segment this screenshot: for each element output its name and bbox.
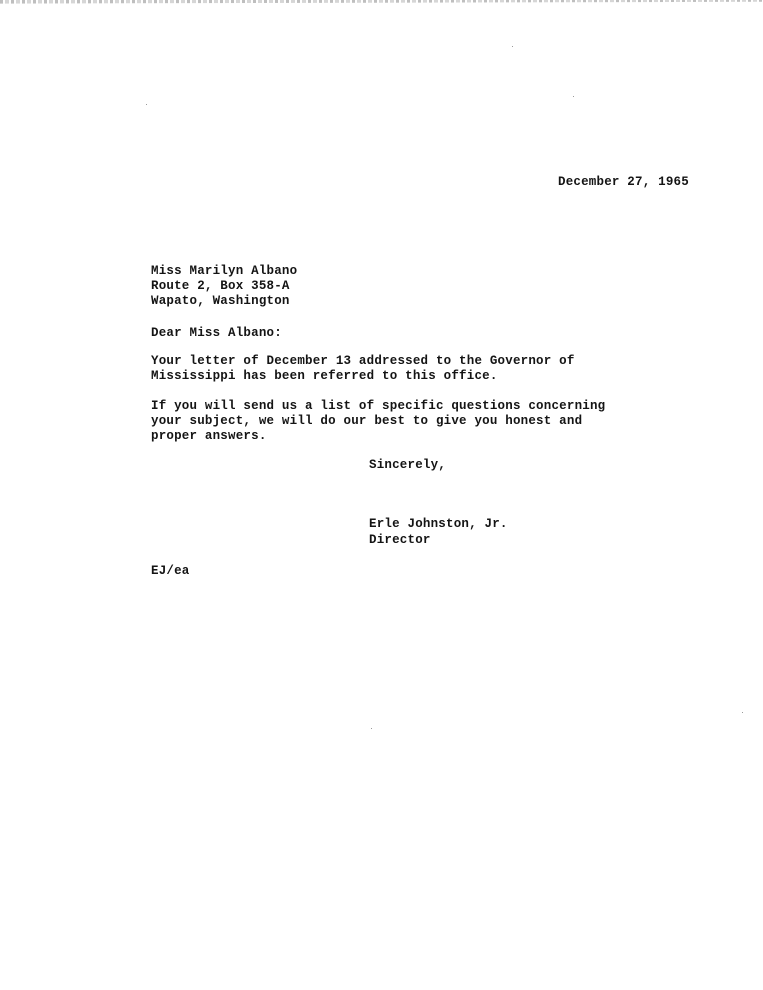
paragraph-2-line-1: If you will send us a list of specific questions concerning xyxy=(151,399,606,413)
scan-speck xyxy=(146,104,147,105)
reference-initials: EJ/ea xyxy=(151,564,190,578)
recipient-street: Route 2, Box 358-A xyxy=(151,279,290,293)
paragraph-2-line-2: your subject, we will do our best to give you honest and xyxy=(151,414,583,428)
scan-speck xyxy=(371,728,372,729)
signer-title: Director xyxy=(369,533,431,547)
scan-speck xyxy=(742,712,743,713)
letter-date: December 27, 1965 xyxy=(558,175,689,189)
scan-speck xyxy=(573,96,574,97)
paragraph-1-line-2: Mississippi has been referred to this office. xyxy=(151,369,498,383)
recipient-name: Miss Marilyn Albano xyxy=(151,264,298,278)
scan-speck xyxy=(512,46,513,47)
scan-top-edge xyxy=(0,0,763,6)
paragraph-2-line-3: proper answers. xyxy=(151,429,267,443)
closing: Sincerely, xyxy=(369,458,447,472)
salutation: Dear Miss Albano: xyxy=(151,326,282,340)
signer-name: Erle Johnston, Jr. xyxy=(369,517,508,531)
paragraph-1-line-1: Your letter of December 13 addressed to the Governor of xyxy=(151,354,575,368)
recipient-city: Wapato, Washington xyxy=(151,294,290,308)
